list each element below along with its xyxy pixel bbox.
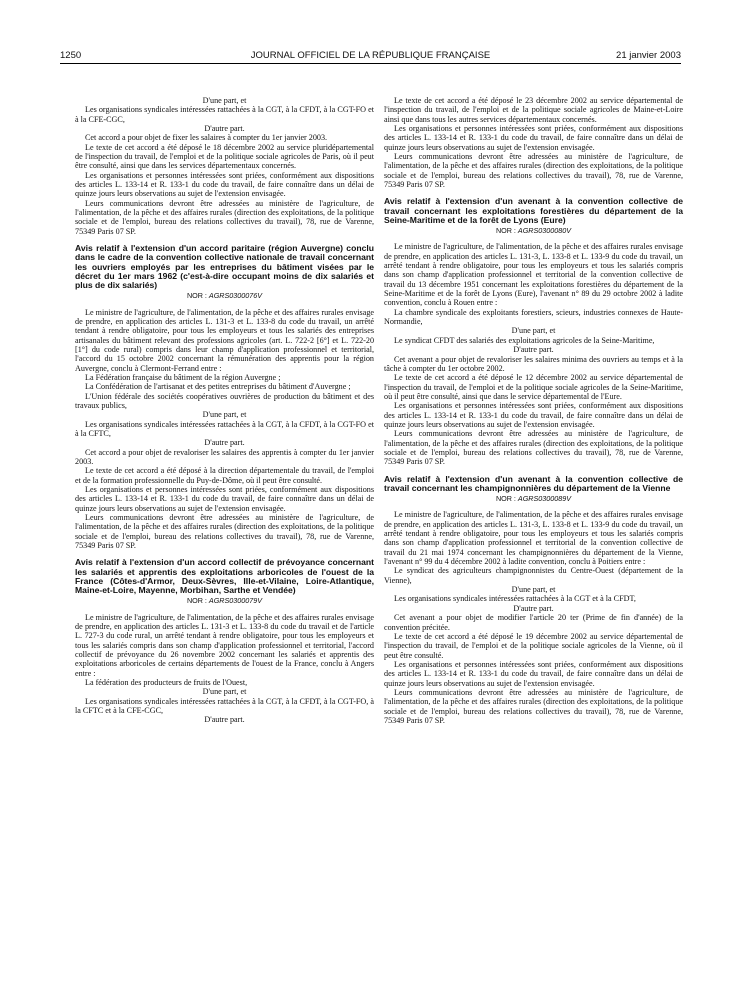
paragraph: Cet accord a pour objet de revaloriser les salaires des apprentis à compter du 1er janvier 2003. bbox=[75, 447, 374, 467]
paragraph: Le syndicat CFDT des salariés des exploitations agricoles de la Seine-Maritime, bbox=[394, 335, 655, 345]
paragraph: Le syndicat des agriculteurs champignonnistes du Centre-Ouest (département de la Vienne), bbox=[384, 566, 683, 585]
paragraph: Le ministre de l'agriculture, de l'alimentation, de la pêche et des affaires rurales envisage de prendre, en application des articles L. 131-3 et L. 133-8 du code du travail et de l'article L. 727-3 du code rural, un arrêté tendant à rendre obligatoire, pour tous les employeurs et tous les salariés compris dans son champ d'application professionnel et territorial, l'accord collectif de prévoyance du 26 novembre 2002 concernant les salariés et apprentis des exploitations arboricoles de certains départements de l'ouest de la France, conclu à Angers entre : bbox=[75, 612, 374, 678]
paragraph: La Confédération de l'artisanat et des petites entreprises du bâtiment d'Auvergne ; bbox=[85, 382, 351, 392]
nor-code: AGRS0300079V bbox=[208, 596, 263, 606]
issue-date: 21 janvier 2003 bbox=[616, 50, 681, 61]
paragraph: Les organisations syndicales intéressées rattachées à la CGT, à la CFDT, à la CGT-FO et à la CFTC, bbox=[75, 419, 374, 438]
notice-heading: Avis relatif à l'extension d'un accord paritaire (région Auvergne) conclu dans le cadre de la convention collective nationale de travail concernant les ouvriers employés par les entreprises du bâtiment visées par le décret du 1er mars 1962 (c'est-à-dire occupant moins de dix salariés et plus de dix salariés) bbox=[75, 243, 374, 290]
paragraph: Cet avenant a pour objet de revaloriser les salaires minima des ouvriers au temps et à la tâche à compter du 1er octobre 2002. bbox=[384, 354, 683, 373]
paragraph: Le texte de cet accord a été déposé le 19 décembre 2002 au service départemental de l'inspection du travail, de l'emploi et de la politique sociale agricoles de la Vienne, où il peut être consulté. bbox=[384, 631, 683, 660]
party-line: D'autre part. bbox=[513, 345, 554, 355]
nor-reference bbox=[384, 226, 683, 235]
paragraph: Le ministre de l'agriculture, de l'alimentation, de la pêche et des affaires rurales envisage de prendre, en application des articles L. 131-3, L. 133-8 et L. 133-9 du code du travail, un arrêté tendant à rendre obligatoire, pour tous les employeurs et tous les salariés compris dans son champ d'application professionnel et territorial de la convention collective de travail du 13 décembre 1951 concernant les exploitations forestières du département de la Seine-Maritime et de la forêt de Lyons (Eure), l'avenant n° 89 du 29 octobre 2002 à ladite convention, conclu à Rouen entre : bbox=[384, 242, 683, 308]
nor-label: NOR : bbox=[495, 226, 518, 236]
nor-reference bbox=[384, 494, 683, 503]
paragraph: Leurs communications devront être adressées au ministère de l'agriculture, de l'alimentation, de la pêche et des affaires rurales (direction des exploitations, de la politique sociale et de l'emploi, bureau des relations collectives du travail), 78, rue de Varenne, 75349 Paris 07 SP. bbox=[384, 429, 683, 467]
page-number: 1250 bbox=[60, 50, 82, 61]
party-line: D'une part, et bbox=[511, 585, 556, 595]
paragraph: Les organisations syndicales intéressées rattachées à la CGT, à la CFDT, à la CGT-FO et à la CFE-CGC, bbox=[75, 105, 374, 124]
paragraph: Leurs communications devront être adressées au ministère de l'agriculture, de l'alimentation, de la pêche et des affaires rurales (direction des exploitations, de la politique sociale et de l'emploi, bureau des relations collectives du travail), 78, rue de Varenne, 75349 Paris 07 SP. bbox=[384, 687, 683, 725]
nor-reference bbox=[75, 291, 374, 300]
paragraph: La chambre syndicale des exploitants forestiers, scieurs, industries connexes de Haute-Normandie, bbox=[384, 307, 683, 327]
paragraph: Le texte de cet accord a été déposé à la direction départementale du travail, de l'emploi et de la formation professionnelle du Puy-de-Dôme, où il peut être consulté. bbox=[75, 466, 374, 485]
paragraph: Le texte de cet accord a été déposé le 12 décembre 2002 au service départemental de l'inspection du travail, de l'emploi et de la politique sociale agricoles de la Seine-Maritime, où il peut être consulté, ainsi que dans le service départemental de l'Eure. bbox=[384, 373, 683, 401]
paragraph: L'Union fédérale des sociétés coopératives ouvrières de production du bâtiment et des travaux publics, bbox=[75, 391, 374, 410]
paragraph: Cet avenant a pour objet de modifier l'article 20 ter (Prime de fin d'année) de la convention précitée. bbox=[384, 613, 683, 632]
party-line: D'autre part. bbox=[513, 603, 554, 613]
nor-code: AGRS0300076V bbox=[208, 291, 263, 301]
paragraph: Les organisations et personnes intéressées sont priées, conformément aux dispositions des articles L. 133-14 et R. 133-1 du code du travail, de faire connaître dans un délai de quinze jours leurs observations au sujet de l'extension envisagée. bbox=[75, 485, 374, 513]
notice-heading: Avis relatif à l'extension d'un accord collectif de prévoyance concernant les salariés et apprentis des exploitations arboricoles de l'ouest de la France (Côtes-d'Armor, Deux-Sèvres, Ille-et-Vilaine, Loire-Atlantique, Maine-et-Loire, Mayenne, Morbihan, Sarthe et Vendée) bbox=[75, 557, 374, 596]
nor-label: NOR : bbox=[186, 596, 209, 606]
paragraph: Le texte de cet accord a été déposé le 23 décembre 2002 au service départemental de l'inspection du travail, de l'emploi et de la politique sociale agricoles de Maine-et-Loire ainsi que dans tous les autres services départementaux concernés. bbox=[384, 96, 683, 124]
paragraph: Cet accord a pour objet de fixer les salaires à compter du 1er janvier 2003. bbox=[85, 133, 328, 143]
nor-code: AGRS0300089V bbox=[517, 494, 572, 504]
notice-heading: Avis relatif à l'extension d'un avenant à la convention collective de travail concernant les exploitations forestières du département de la Seine-Maritime et de la forêt de Lyons (Eure) bbox=[384, 196, 683, 225]
paragraph: Les organisations et personnes intéressées sont priées, conformément aux dispositions des articles L. 133-14 et R. 133-1 du code du travail, de faire connaître dans un délai de quinze jours leurs observations au sujet de l'extension envisagée. bbox=[384, 401, 683, 429]
paragraph: Leurs communications devront être adressées au ministère de l'agriculture, de l'alimentation, de la pêche et des affaires rurales (direction des exploitations, de la politique sociale et de l'emploi, bureau des relations collectives du travail), 78, rue de Varenne, 75349 Paris 07 SP. bbox=[75, 198, 374, 236]
paragraph: Le texte de cet accord a été déposé le 18 décembre 2002 au service pluridépartemental de l'inspection du travail, de l'emploi et de la politique sociale agricoles de Paris, où il peut être consulté, ainsi que dans les services départementaux concernés. bbox=[75, 142, 374, 171]
header-rule bbox=[60, 63, 681, 64]
nor-label: NOR : bbox=[186, 291, 209, 301]
notice-heading: Avis relatif à l'extension d'un avenant à la convention collective de travail concernant les champignonnières du département de la Vienne bbox=[384, 473, 683, 493]
paragraph: Les organisations et personnes intéressées sont priées, conformément aux dispositions des articles L. 133-14 et R. 133-1 du code du travail, de faire connaître dans un délai de quinze jours leurs observations au sujet de l'extension envisagée. bbox=[384, 659, 683, 688]
paragraph: Leurs communications devront être adressées au ministère de l'agriculture, de l'alimentation, de la pêche et des affaires rurales (direction des exploitations, de la politique sociale et de l'emploi, bureau des relations collectives du travail), 78, rue de Varenne, 75349 Paris 07 SP. bbox=[75, 513, 374, 551]
nor-code: AGRS0300080V bbox=[517, 226, 572, 236]
party-line: D'autre part. bbox=[204, 124, 245, 134]
party-line: D'une part, et bbox=[202, 687, 247, 697]
paragraph: Les organisations syndicales intéressées rattachées à la CGT et à la CFDT, bbox=[394, 594, 636, 604]
journal-title: JOURNAL OFFICIEL DE LA RÉPUBLIQUE FRANÇAISE bbox=[250, 50, 491, 61]
party-line: D'une part, et bbox=[511, 326, 556, 336]
party-line: D'une part, et bbox=[202, 410, 247, 420]
paragraph: Les organisations et personnes intéressées sont priées, conformément aux dispositions des articles L. 133-14 et R. 133-1 du code du travail, de faire connaître dans un délai de quinze jours leurs observations au sujet de l'extension envisagée. bbox=[384, 124, 683, 152]
party-line: D'autre part. bbox=[204, 715, 245, 725]
paragraph: La Fédération française du bâtiment de la région Auvergne ; bbox=[85, 372, 281, 382]
paragraph: Le ministre de l'agriculture, de l'alimentation, de la pêche et des affaires rurales envisage de prendre, en application des articles L. 131-3 et L. 133-8 du code du travail, un arrêté tendant à rendre obligatoire, pour tous les employeurs et tous les salariés des entreprises artisanales du bâtiment relevant des professions agricoles (art. L. 722-2 [6°] et L. 722-20 [1°] du code rural) compris dans leur champ d'application professionnel et territorial, l'accord du 15 octobre 2002 concernant la rémunération des apprentis pour la région Auvergne, conclu à Clermont-Ferrand entre : bbox=[75, 307, 374, 373]
party-line: D'autre part. bbox=[204, 438, 245, 448]
paragraph: Les organisations et personnes intéressées sont priées, conformément aux dispositions des articles L. 133-14 et R. 133-1 du code du travail, de faire connaître dans un délai de quinze jours leurs observations au sujet de l'extension envisagée. bbox=[75, 170, 374, 199]
paragraph: Leurs communications devront être adressées au ministère de l'agriculture, de l'alimentation, de la pêche et des affaires rurales (direction des exploitations, de la politique sociale et de l'emploi, bureau des relations collectives du travail), 78, rue de Varenne, 75349 Paris 07 SP. bbox=[384, 152, 683, 190]
nor-reference bbox=[75, 596, 374, 605]
left-column bbox=[75, 96, 374, 725]
nor-label: NOR : bbox=[495, 494, 518, 504]
party-line: D'une part, et bbox=[202, 96, 247, 105]
paragraph: Les organisations syndicales intéressées rattachées à la CGT, à la CFDT, à la CGT-FO, à la CFTC et à la CFE-CGC, bbox=[75, 696, 374, 716]
paragraph: Le ministre de l'agriculture, de l'alimentation, de la pêche et des affaires rurales envisage de prendre, en application des articles L. 131-3, L. 133-8 et L. 133-9 du code du travail, un arrêté tendant à rendre obligatoire, pour tous les employeurs et tous les salariés compris dans son champ d'application professionnel et territorial de la convention collective de travail du 21 mai 1974 concernant les champignonnières du département de la Vienne, l'avenant n° 99 du 4 décembre 2002 à ladite convention, conclu à Poitiers entre : bbox=[384, 510, 683, 567]
paragraph: La fédération des producteurs de fruits de l'Ouest, bbox=[85, 678, 248, 688]
right-column bbox=[384, 96, 683, 725]
